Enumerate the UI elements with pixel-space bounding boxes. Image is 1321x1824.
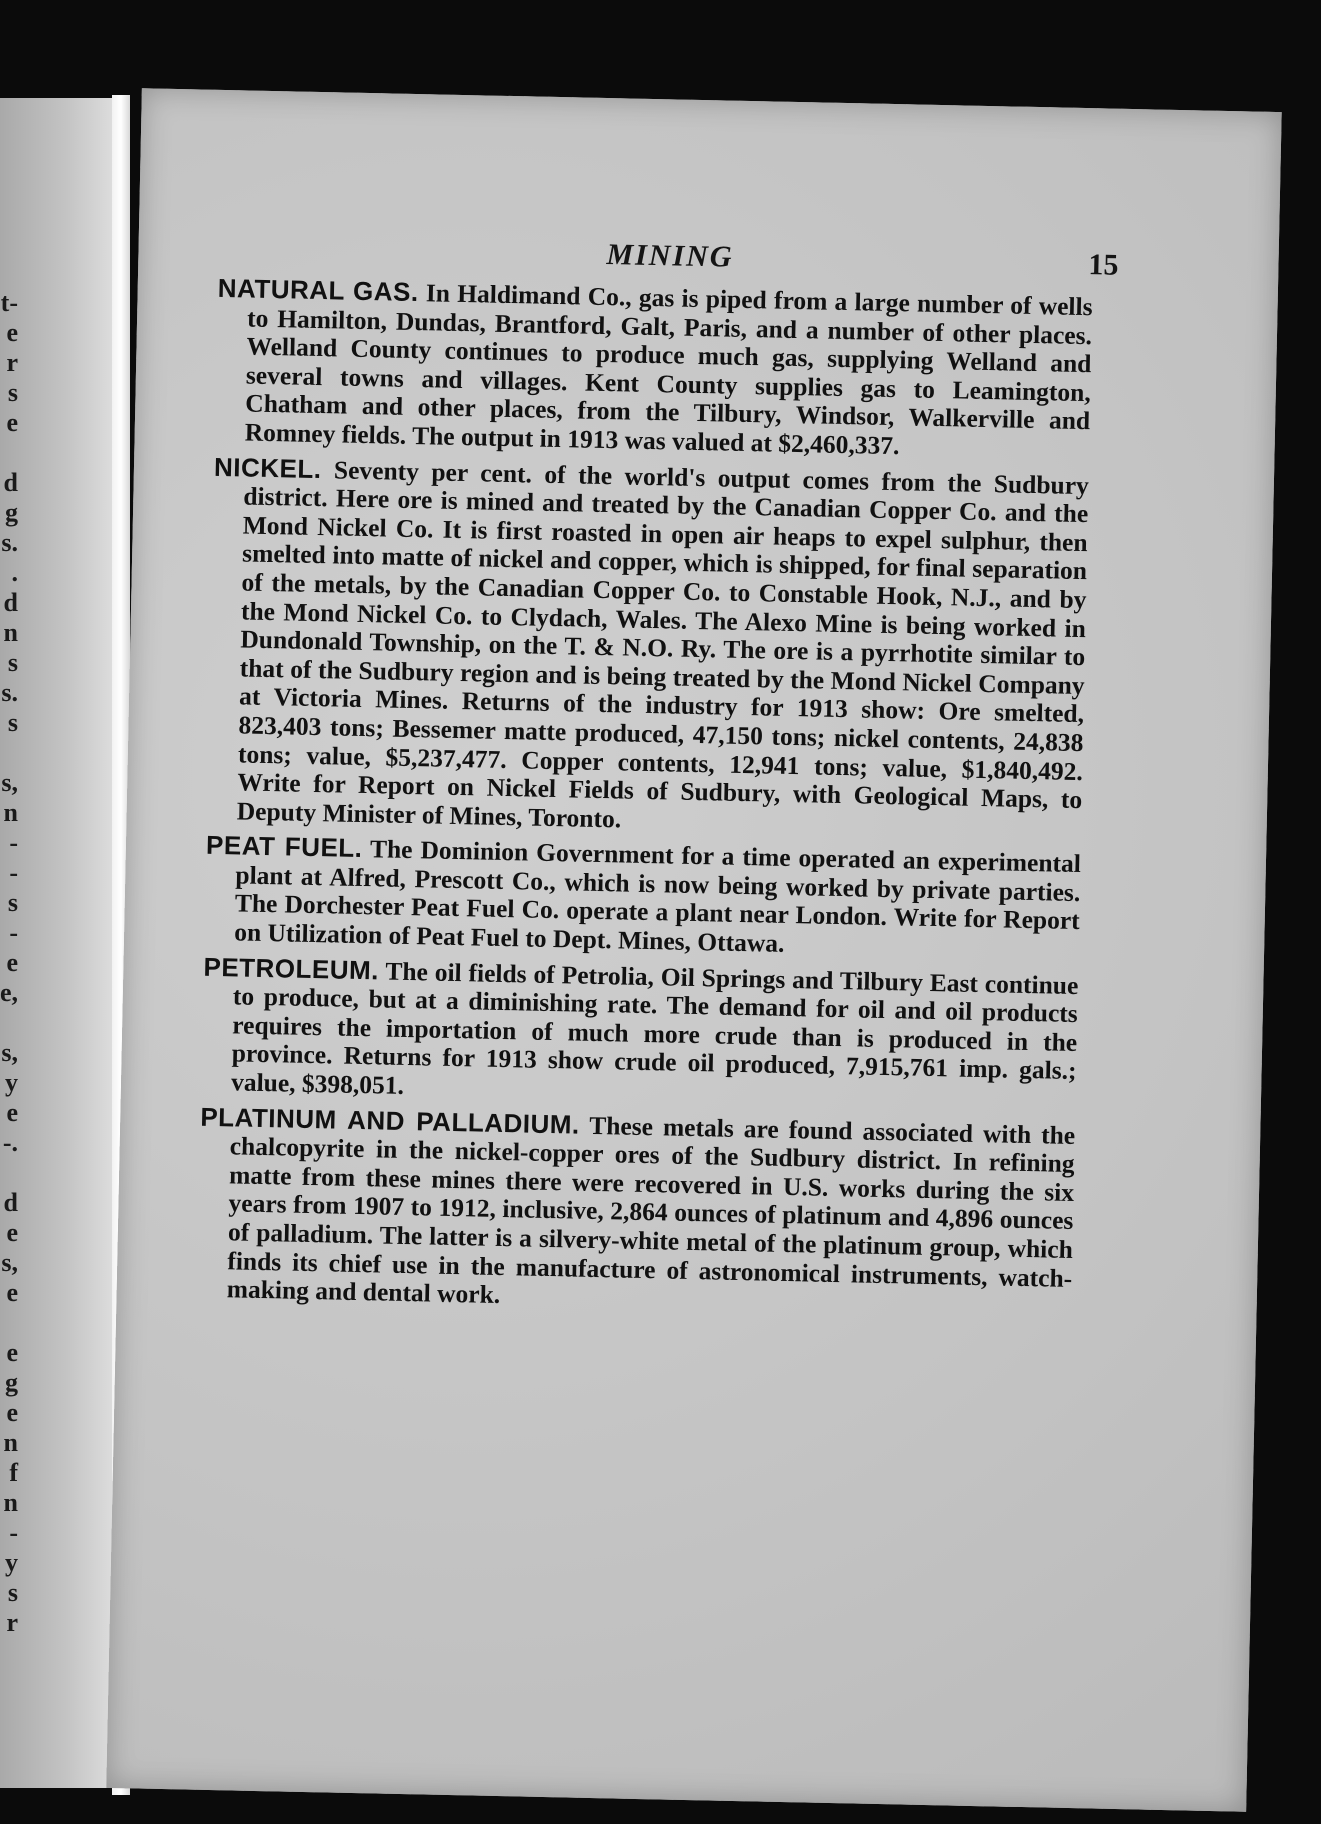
left-fragment: r [6,1608,18,1637]
entry-text: The oil fields of Petrolia, Oil Springs and Tilbury East continue to produce, but at a diminishing rate. The demand for oil and oil products requires the importation of much more crude than is produced in the province. Returns for 1913 show crude oil produced, 7,915,761 imp. gals.; value, $398,051. [230,956,1079,1100]
entry-text: The Dominion Government for a time operated an experimental plant at Alfred, Prescott Co., which is now being worked by private parties. The Dorchester Peat Fuel Co. operate a plant near London. Write for Report on Utilization of Peat Fuel to Dept. Mines, Ottawa. [233,834,1082,958]
left-fragment: s, [1,768,18,797]
left-fragment: e [6,1218,18,1247]
left-fragment: f [9,1458,18,1487]
left-fragment: e [6,948,18,977]
left-fragment: e [6,1278,18,1307]
left-fragment [0,1158,18,1188]
left-fragment [0,1308,18,1338]
entry-text: These metals are found associated with the chalcopyrite in the nickel-copper ores of the Sudbury district. In refining matte from these mines there were recovered in U.S. works during the six years from 1907 to 1912, inclusive, 2,864 ounces of platinum and 4,896 ounces of palladium. The latter is a silvery-white metal of the platinum group, which finds its chief use in the manufacture of astronomical instruments, watch-making and dental work. [226,1110,1076,1310]
left-fragment: e [6,1098,18,1127]
left-fragment: s. [1,678,18,707]
left-page-edge [0,98,112,1788]
entry-term: NATURAL GAS. [217,272,419,308]
book-page [106,88,1281,1812]
entry-petroleum [201,952,1079,1114]
left-fragment: n [3,798,18,827]
left-fragment: n [3,618,18,647]
page-number: 15 [1088,248,1119,282]
left-fragment: e [6,318,18,347]
left-fragment: r [6,348,18,377]
left-fragment: -. [2,1128,18,1157]
entry-term: PETROLEUM. [203,951,380,986]
left-fragment: s [7,888,18,917]
left-fragment: - [9,918,18,947]
left-fragment: d [3,468,18,497]
left-fragment: e [6,1398,18,1427]
left-fragment: e [6,1338,18,1367]
left-fragment: - [9,1518,18,1547]
left-fragment: g [5,498,18,527]
left-fragment [0,438,18,468]
left-fragment: . [11,558,18,587]
entry-platinum-palladium [196,1102,1075,1321]
page-body [196,274,1092,1328]
entry-term: PLATINUM AND PALLADIUM. [200,1101,581,1140]
entry-nickel [207,452,1090,843]
entry-natural-gas [214,274,1092,465]
left-fragment: d [3,1188,18,1217]
left-fragment: e [6,408,18,437]
left-fragment: s [7,1578,18,1607]
left-fragment: d [3,588,18,617]
entry-peat-fuel [204,831,1081,965]
left-fragment: n [3,1488,18,1517]
entry-term: NICKEL. [213,451,322,484]
entry-text: Seventy per cent. of the world's output comes from the Sudbury district. Here ore is mined and treated by the Canadian Copper Co. and the Mond Nickel Co. It is first roasted in open air heaps to expel sulphur, then smelted into matte of nickel and copper, which is shipped, for final separation of the metals, by the Canadian Copper Co. to Constable Hook, N.J., and by the Mond Nickel Co. to Clydach, Wales. The Alexo Mine is being worked in Dundonald Township, on the T. & N.O. Ry. The ore is a pyrrhotite similar to that of the Sudbury region and is being treated by the Mond Nickel Company at Victoria Mines. Returns of the industry for 1913 show: Ore smelted, 823,403 tons; Bessemer matte produced, 47,150 tons; nickel contents, 24,838 tons; value, $5,237,477. Copper contents, 12,941 tons; value, $1,840,492. Write for Report on Nickel Fields of Sudbury, with Geological Maps, to Deputy Minister of Mines, Toronto. [236,454,1090,834]
running-head: MINING [606,238,734,274]
left-fragment: s [7,648,18,677]
left-fragment: s [7,378,18,407]
left-fragment [0,1008,18,1038]
left-fragment: e, [0,978,19,1007]
left-fragment: y [5,1548,18,1577]
left-fragment: - [9,858,18,887]
entry-text: In Haldimand Co., gas is piped from a large number of wells to Hamilton, Dundas, Brantford, Galt, Paris, and a number of other places. Welland County continues to produce much gas, supplying Welland and several towns and villages. Kent County supplies gas to Leamington, Chatham and other places, from the Tilbury, Windsor, Walkerville and Romney fields. The output in 1913 was valued at $2,460,337. [244,278,1093,461]
left-fragment: s. [1,528,18,557]
left-fragment: t- [0,288,18,317]
left-fragment: - [9,828,18,857]
left-fragment: g [5,1368,18,1397]
left-fragment: s, [1,1248,18,1277]
left-page-text-fragments [0,288,18,1638]
left-fragment: s, [1,1038,18,1067]
left-fragment: y [5,1068,18,1097]
entry-term: PEAT FUEL. [205,830,363,864]
left-fragment: s [7,708,18,737]
left-fragment [0,738,18,768]
left-fragment: n [3,1428,18,1457]
